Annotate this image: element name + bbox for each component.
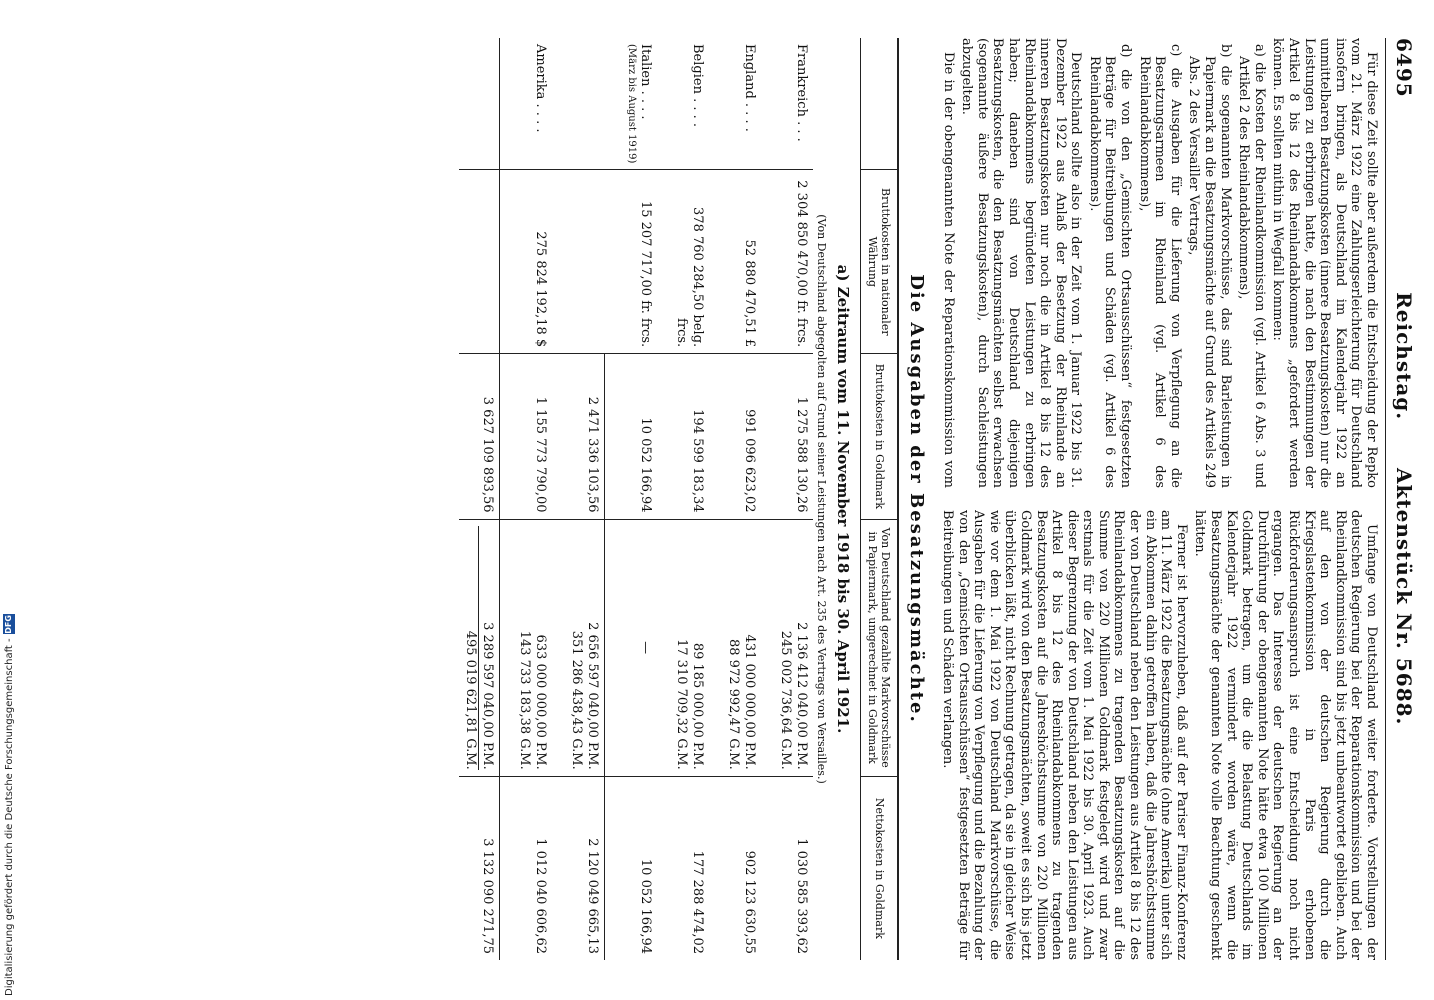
- dfg-logo: DFG: [4, 615, 13, 634]
- table-row: [499, 38, 552, 960]
- advances-cell: [552, 519, 605, 776]
- advance-papermark: 633 000 000,00 P.M.: [532, 634, 548, 770]
- gold-cost-cell: 2 471 336 103,56: [552, 354, 605, 519]
- advance-papermark: 89 185 000,00 P.M.: [689, 642, 705, 770]
- advances-cell: [709, 519, 761, 776]
- page-header: [1386, 38, 1416, 960]
- text-column-right: [939, 510, 1379, 960]
- net-cost-cell: 902 123 630,55: [709, 776, 761, 960]
- list-item: d) die von den „Gemischten Ortsausschüssen“ festgesetzten Beträge für Beitreibungen und Schäden (vgl. Artikel 6 des Rheinlandabkommens).: [1086, 44, 1134, 488]
- expenses-table: [459, 38, 900, 960]
- period-heading: a) Zeitraum vom 11. November 1918 bis 30. April 1921.: [834, 264, 853, 734]
- country-name: Italien . . . .: [637, 44, 653, 120]
- national-cost-cell: 2 304 850 470,00 fr. frcs.: [761, 170, 813, 354]
- column-header: Nettokosten in Goldmark: [861, 776, 899, 960]
- advance-papermark: 2 656 597 040,00 P.M.: [584, 622, 600, 770]
- country-cell: [552, 38, 605, 170]
- net-total-cell: 3 132 090 271,75: [459, 776, 500, 960]
- gold-total-cell: 3 627 109 893,56: [459, 354, 500, 519]
- paragraph: Umfange von Deutschland weiter forderte. Vorstellungen der deutschen Regierung bei der Reparationskommission und bei der Rheinlandkommission sind bis jetzt unbeantwortet geblieben. Auch auf den von der deutschen Regierung durch die Kriegslastenkommission in Paris erhobenen Rückforderungsanspruch ist eine Entscheidung noch nicht ergangen. Das Interesse der deutschen Regierung an der Durchführung der obengenannten Note hätte etwa 100 Millionen Goldmark betragen, um die die Belastung Deutschlands im Kalenderjahr 1922 vermindert worden wäre, wenn die Besatzungsmächte der genannten Note volle Beachtung geschenkt hätten.: [1192, 510, 1379, 960]
- column-header: Bruttokosten in nationaler Währung: [861, 170, 899, 354]
- country-name: Amerika . . . .: [532, 44, 548, 133]
- advances-cell: [604, 519, 657, 776]
- gold-cost-cell: 1 155 773 790,00: [499, 354, 552, 519]
- gold-cost-cell: 194 599 183,34: [657, 354, 709, 519]
- digitization-note: Digitalisierung gefördert durch die Deutsche Forschungsgemeinschaft -: [3, 638, 15, 996]
- advance-goldmark: 143 733 183,38 G.M.: [517, 630, 533, 770]
- gold-cost-cell: 10 052 166,94: [604, 354, 657, 519]
- country-name: Belgien . . . .: [689, 44, 705, 128]
- advance-papermark: 2 136 412 040,00 P.M.: [793, 622, 809, 770]
- advance-papermark-total: 3 289 597 040,00 P.M.: [479, 622, 495, 770]
- advances-cell: [499, 519, 552, 776]
- table-row: [709, 38, 761, 960]
- total-row: [459, 38, 500, 960]
- page-number: 6495: [1392, 38, 1416, 98]
- list-item: a) die Kosten der Rheinlandkommission (vgl. Artikel 6 Abs. 3 und Artikel 2 des Rheinlandabkommens),: [1236, 44, 1267, 488]
- subtotal-row: [552, 38, 605, 960]
- country-cell: [761, 38, 813, 170]
- digitization-footer: [2, 500, 16, 996]
- list-item: b) die sogenannten Markvorschüsse, das sind Barleistungen in Papiermark an die Besatzungsmächte auf Grund des Artikels 249 Abs. 2 des Versailler Vertrags,: [1186, 44, 1233, 488]
- period-note: (Von Deutschland abgegolten auf Grund seiner Leistungen nach Art. 235 des Vertrags von Versailles.): [815, 214, 829, 784]
- advance-papermark: 431 000 000,00 P.M.: [741, 634, 757, 770]
- country-cell: [709, 38, 761, 170]
- column-header: Bruttokosten in Goldmark: [861, 354, 899, 519]
- net-cost-cell: 2 120 049 665,13: [552, 776, 605, 960]
- country-name: England . . . .: [741, 44, 757, 132]
- country-cell: [459, 38, 500, 170]
- country-cell: [499, 38, 552, 170]
- advance-goldmark: 88 972 992,47 G.M.: [726, 639, 742, 770]
- gold-cost-cell: 991 096 623,02: [709, 354, 761, 519]
- advances-total-cell: [459, 519, 500, 776]
- table-title: Die Ausgaben der Besatzungsmächte.: [906, 274, 927, 724]
- table-row: [657, 38, 709, 960]
- national-cost-cell: [459, 170, 500, 354]
- reichstag-title: Reichstag.: [1392, 292, 1416, 421]
- paragraph: Für diese Zeit sollte aber außerdem die Entscheidung der Repko vom 21. März 1922 eine Zahlungserleichterung für Deutschland insofern bringen, als Deutschland im Kalenderjahr 1922 an unmittelbaren Besatzungskosten (innere Besatzungskosten) nur die Leistungen zu erbringen hatte, die nach den Bestimmungen der Artikel 8 bis 12 des Rheinlandabkommens „gefordert werden können. Es sollten mithin in Wegfall kommen:: [1270, 38, 1379, 488]
- note-row: [813, 38, 830, 960]
- advance-goldmark-total: 495 019 621,81 G.M.: [463, 526, 480, 770]
- national-cost-cell: 378 760 284,50 belg. frcs.: [657, 170, 709, 354]
- document-number: Aktenstück Nr. 5688.: [1392, 468, 1416, 726]
- national-cost-cell: 15 207 717,00 fr. frcs.: [604, 170, 657, 354]
- net-cost-cell: 177 288 474,02: [657, 776, 709, 960]
- table-row: [761, 38, 813, 960]
- column-header: [861, 38, 899, 170]
- national-cost-cell: 275 824 192,18 $: [499, 170, 552, 354]
- country-name: Frankreich . . .: [793, 44, 809, 142]
- table-header-row: [861, 38, 899, 960]
- country-cell: [657, 38, 709, 170]
- national-cost-cell: [552, 170, 605, 354]
- text-column-left: [939, 38, 1379, 488]
- advance-dash: —: [637, 641, 653, 655]
- paragraph: Deutschland sollte also in der Zeit vom 1. Januar 1922 bis 31. Dezember 1922 aus Anlaß der Besetzung der Rheinlande an inneren Besatzungskosten nur noch die in Artikel 8 bis 12 des Rheinlandabkommens begründeten Leistungen zu erbringen haben; daneben sind von Deutschland diejenigen Besatzungskosten, die den Besatzungsmächten selbst erwachsen (sogenannte äußere Besatzungskosten), durch Sachleistungen abzugelten.: [959, 38, 1084, 488]
- net-cost-cell: 10 052 166,94: [604, 776, 657, 960]
- advance-goldmark: 245 002 736,64 G.M.: [778, 630, 794, 770]
- text-columns: [939, 38, 1386, 960]
- table-row: [604, 38, 657, 960]
- list-item: c) die Ausgaben für die Lieferung von Verpflegung an die Besatzungsarmeen im Rheinland (vgl. Artikel 6 des Rheinlandabkommens),: [1136, 44, 1183, 488]
- national-cost-cell: 52 880 470,51 £: [709, 170, 761, 354]
- advance-goldmark: 17 310 709,32 G.M.: [674, 639, 690, 770]
- country-cell: [604, 38, 657, 170]
- net-cost-cell: 1 012 040 606,62: [499, 776, 552, 960]
- journal-title: [1392, 98, 1416, 920]
- gold-cost-cell: 1 275 588 130,26: [761, 354, 813, 519]
- advance-goldmark: 351 286 438,43 G.M.: [569, 630, 585, 770]
- paragraph: Ferner ist hervorzuheben, daß auf der Pariser Finanz-Konferenz am 11. März 1922 die Besatzungsmächte (ohne Amerika) unter sich ein Abkommen dahin getroffen haben, daß die Jahreshöchstsumme der von Deutschland neben den Leistungen aus Artikel 8 bis 12 des Rheinlandabkommens zu tragenden Besatzungskosten auf die Summe von 220 Millionen Goldmark festgelegt wird und zwar erstmals für die Zeit vom 1. Mai 1922 bis 30. April 1923. Auch dieser Begrenzung der von Deutschland neben den Leistungen aus Artikel 8 bis 12 des Rheinlandabkommens zu tragenden Besatzungskosten auf die Jahreshöchstsumme von 220 Millionen Goldmark wird von den Besatzungsmächten, soweit es sich bis jetzt überblicken läßt, nicht Rechnung getragen, da sie in gleicher Weise wie vor dem 1. Mai 1922 von Deutschland Markvorschüsse, die Ausgaben für die Lieferung von Verpflegung und die Bezahlung der von den „Gemischten Ortsausschüssen“ festgesetzten Beträge für Beitreibungen und Schäden verlangen.: [939, 510, 1189, 960]
- net-cost-cell: 1 030 585 393,62: [761, 776, 813, 960]
- advances-cell: [657, 519, 709, 776]
- country-subnote: (März bis August 1919): [626, 44, 638, 164]
- advances-cell: [761, 519, 813, 776]
- paragraph: Die in der obengenannten Note der Reparationskommission vom: [940, 52, 956, 488]
- column-header: Von Deutschland gezahlte Markvorschüsse in Papiermark, umgerechnet in Goldmark: [861, 519, 899, 776]
- period-row: [830, 38, 861, 960]
